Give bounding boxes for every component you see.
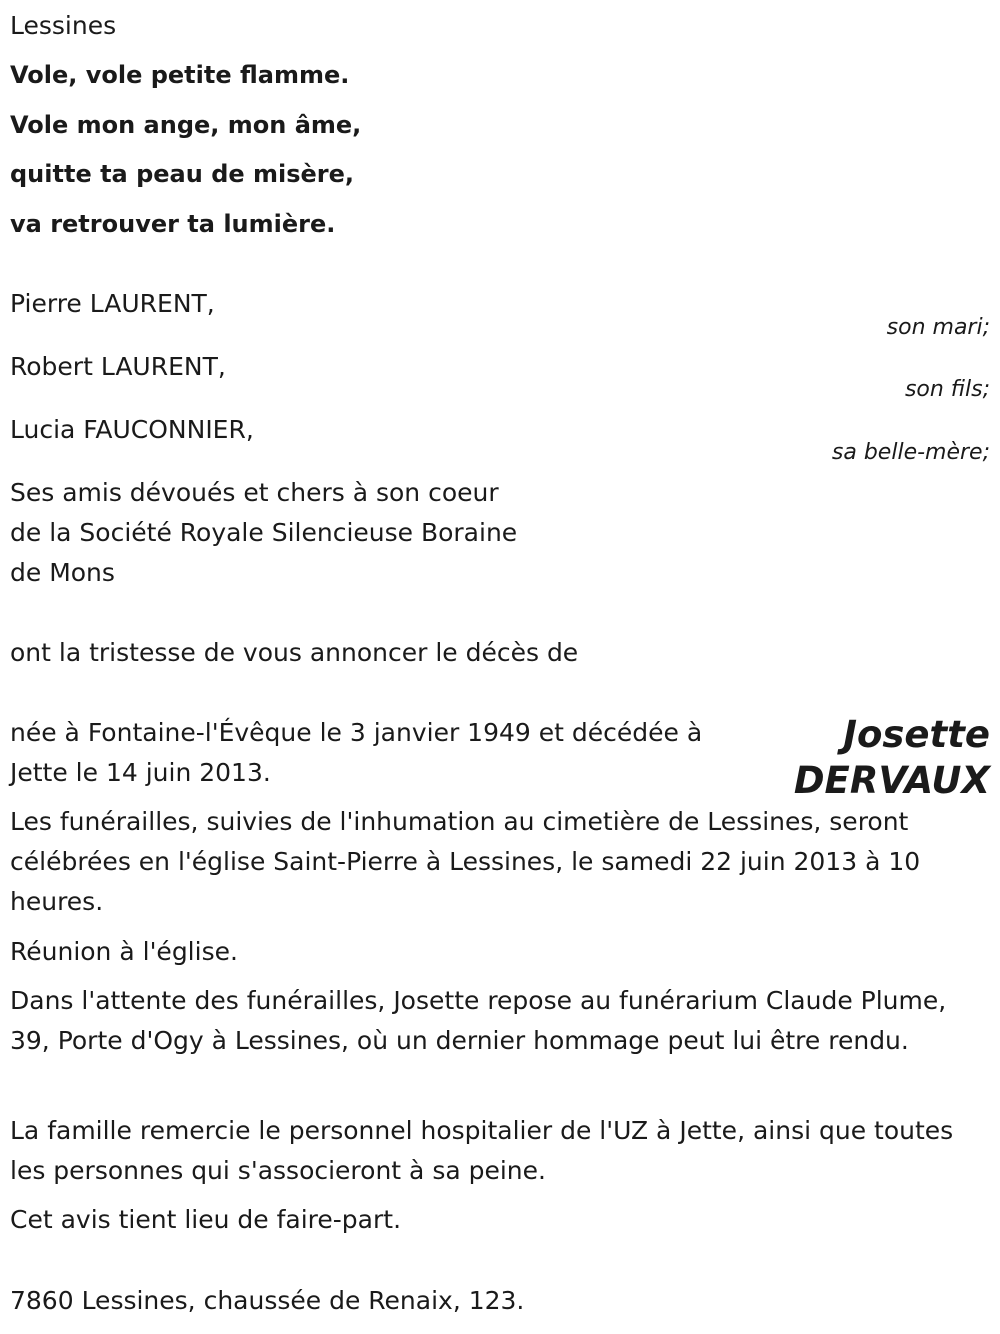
funerarium-paragraph: Dans l'attente des funérailles, Josette repose au funérarium Claude Plume, 39, Porte d'Ogy à Lessines, où un dernier hommage peut lui être rendu. — [10, 986, 947, 1055]
friends-line-1: Ses amis dévoués et chers à son coeur — [10, 478, 499, 507]
deceased-first-name: Josette — [843, 713, 990, 756]
family-member-relation-2: son fils; — [904, 377, 990, 402]
location-header: Lessines — [10, 11, 117, 40]
friends-line-2: de la Société Royale Silencieuse Boraine — [10, 518, 518, 547]
reunion-paragraph: Réunion à l'église. — [10, 937, 238, 966]
announcement-text: ont la tristesse de vous annoncer le décès de — [10, 638, 579, 667]
family-member-name-2: Robert LAURENT, — [10, 352, 226, 381]
notice-paragraph: Cet avis tient lieu de faire-part. — [10, 1205, 402, 1234]
friends-block — [10, 473, 990, 593]
deceased-name — [794, 712, 990, 804]
poem-line-1: Vole, vole petite flamme. — [10, 61, 350, 89]
family-member-relation-1: son mari; — [886, 315, 990, 340]
family-member-name-1: Pierre LAURENT, — [10, 289, 215, 318]
thanks-paragraph: La famille remercie le personnel hospitalier de l'UZ à Jette, ainsi que toutes les personnes qui s'associeront à sa peine. — [10, 1116, 954, 1185]
family-member-name-3: Lucia FAUCONNIER, — [10, 415, 254, 444]
poem-line-2: Vole mon ange, mon âme, — [10, 111, 362, 139]
friends-line-3: de Mons — [10, 558, 115, 587]
deceased-last-name: DERVAUX — [793, 759, 990, 802]
address-text: 7860 Lessines, chaussée de Renaix, 123. — [10, 1286, 525, 1315]
funeral-paragraph: Les funérailles, suivies de l'inhumation au cimetière de Lessines, seront célébrées en l'église Saint-Pierre à Lessines, le samedi 22 juin 2013 à 10 heures. — [10, 807, 921, 916]
poem-line-4: va retrouver ta lumière. — [10, 210, 336, 238]
birth-death-text: née à Fontaine-l'Évêque le 3 janvier 1949 et décédée à Jette le 14 juin 2013. — [10, 718, 703, 787]
family-member-relation-3: sa belle-mère; — [831, 440, 990, 465]
poem-line-3: quitte ta peau de misère, — [10, 160, 355, 188]
